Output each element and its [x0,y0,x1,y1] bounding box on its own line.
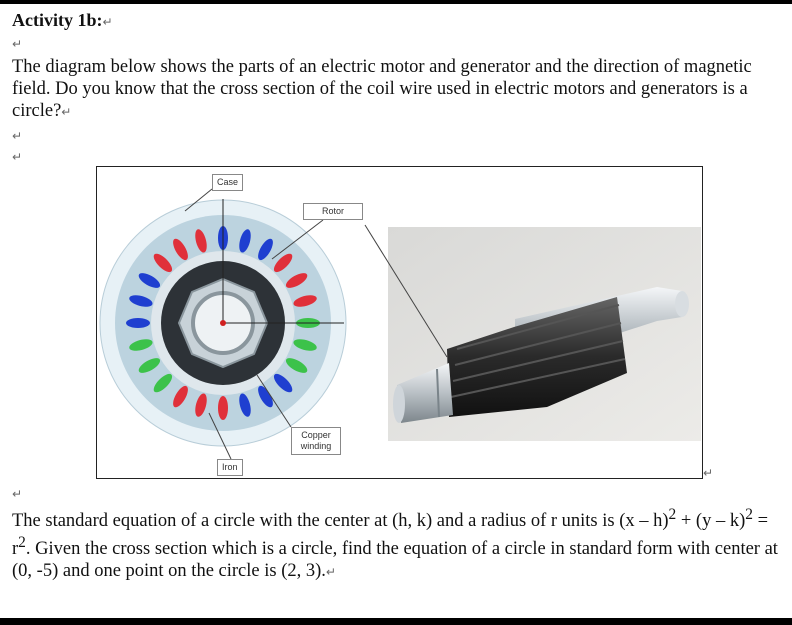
winding-slot [126,318,150,328]
paragraph-mark-icon: ↵ [12,150,23,164]
paragraph-mark-icon: ↵ [12,129,23,143]
paragraph-mark-icon: ↵ [703,466,714,480]
document-page [0,4,792,618]
exponent: 2 [745,506,753,523]
body-text-2: + (y – k) [676,511,746,532]
motor-diagram-figure [96,166,703,479]
iron-label: Iron [217,459,243,476]
paragraph-mark-icon: ↵ [102,15,113,29]
body-text-4: . Given the cross section which is a circle, find the equation of a circle in standard form with center at (0, -5) and one point on the circle is (2, 3). [12,539,778,582]
body-text-1: The standard equation of a circle with the center at (h, k) and a radius of r units is (x – h) [12,511,669,532]
paragraph-mark-icon: ↵ [12,487,23,501]
winding-slot [218,396,228,420]
motor-diagram [97,167,702,478]
rotor-label: Rotor [303,203,363,220]
heading-text: Activity 1b: [12,10,103,30]
paragraph-mark-icon: ↵ [325,565,336,580]
paragraph-mark-icon: ↵ [61,105,72,119]
paragraph-mark-icon: ↵ [12,37,23,51]
copper-winding-label: Copper winding [291,427,341,455]
intro-text: The diagram below shows the parts of an electric motor and generator and the direction of magnetic field. Do you know that the cross section of the coil wire used in electric motors and generators is a circle? [12,57,752,121]
case-label: Case [212,174,243,191]
activity-heading [12,10,113,31]
body-text-3: = r [12,511,769,560]
intro-paragraph [12,56,780,123]
equation-paragraph [12,504,780,583]
exponent: 2 [18,534,26,552]
center-point [220,320,226,326]
exponent: 2 [668,506,677,523]
